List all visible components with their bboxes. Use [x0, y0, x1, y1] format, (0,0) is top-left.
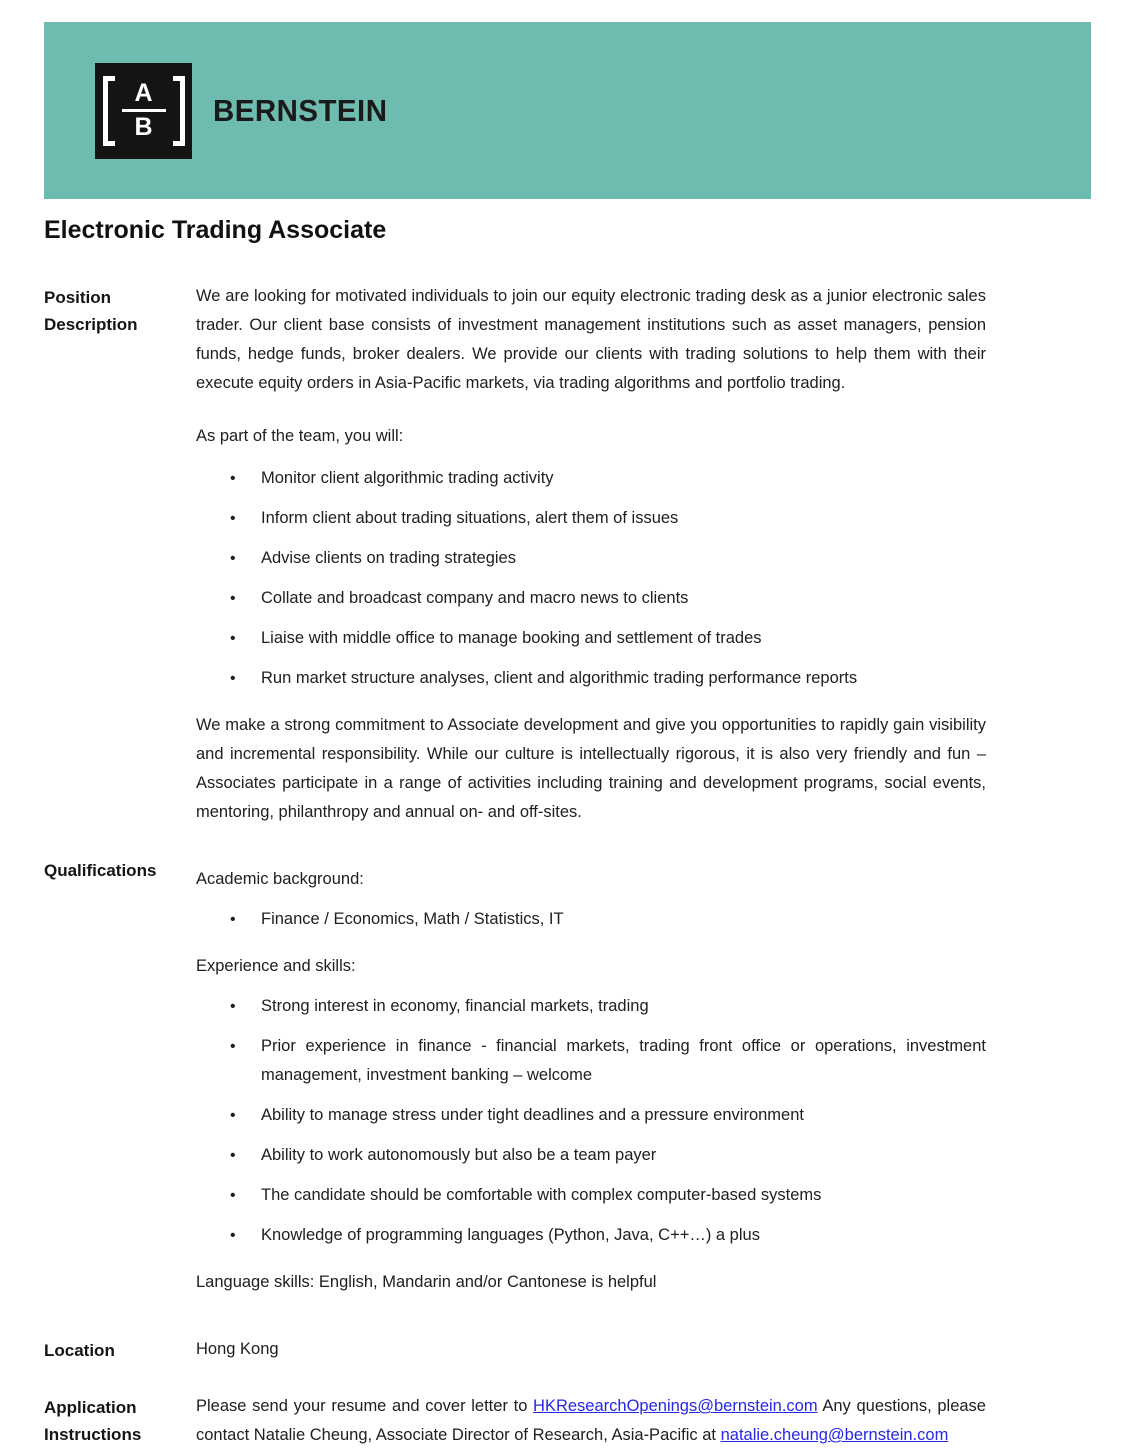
- position-bullet-list: [196, 464, 986, 693]
- bullet-icon: [230, 1221, 261, 1250]
- label-line: Instructions: [44, 1425, 142, 1444]
- application-text: Any questions, please contact Natalie Cheung, Associate Director of Research, Asia-Pacific at: [196, 1397, 986, 1444]
- list-item: • Liaise with middle office to manage booking and settlement of trades: [230, 624, 986, 653]
- list-item: • Strong interest in economy, financial markets, trading: [230, 992, 986, 1021]
- list-item: • Ability to manage stress under tight deadlines and a pressure environment: [230, 1101, 986, 1130]
- location-value: Hong Kong: [196, 1340, 279, 1358]
- application-paragraph: [196, 1392, 986, 1450]
- section-label-location: Location: [44, 1341, 115, 1360]
- experience-heading: Experience and skills:: [196, 957, 356, 975]
- hk-research-openings-email-link[interactable]: HKResearchOpenings@bernstein.com: [533, 1397, 818, 1415]
- bracket-left-icon: [103, 76, 115, 146]
- section-label-application-instructions: [44, 1392, 196, 1448]
- list-item: • Advise clients on trading strategies: [230, 544, 986, 573]
- list-item: • Prior experience in finance - financial markets, trading front office or operations, investment management, investment banking – welcome: [230, 1032, 986, 1090]
- position-closing-paragraph: We make a strong commitment to Associate development and give you opportunities to rapidly gain visibility and incremental responsibility. While our culture is intellectually rigorous, it is also very friendly and fun – Associates participate in a range of activities including training and development programs, social events, mentoring, philanthropy and annual on- and off-sites.: [196, 716, 986, 821]
- brand-name: BERNSTEIN: [213, 92, 388, 128]
- bracket-right-icon: [173, 76, 185, 146]
- section-qualifications: [196, 855, 986, 1335]
- logo-letter-b: B: [134, 113, 153, 141]
- section-label-position-description: [44, 282, 196, 338]
- bullet-icon: [230, 664, 261, 693]
- list-item: • Run market structure analyses, client and algorithmic trading performance reports: [230, 664, 986, 693]
- section-position-description: [196, 282, 986, 855]
- list-item: • Inform client about trading situations, alert them of issues: [230, 504, 986, 533]
- bullet-icon: [230, 584, 261, 613]
- position-intro-paragraph: We are looking for motivated individuals to join our equity electronic trading desk as a junior electronic sales trader. Our client base consists of investment management institutions such as asset managers, pension funds, hedge funds, broker dealers. We provide our clients with trading solutions to help them with their execute equity orders in Asia-Pacific markets, via trading algorithms and portfolio trading.: [196, 287, 986, 392]
- list-item: • Ability to work autonomously but also be a team payer: [230, 1141, 986, 1170]
- list-item: • Collate and broadcast company and macro news to clients: [230, 584, 986, 613]
- list-item: • Finance / Economics, Math / Statistics, IT: [230, 905, 986, 934]
- application-text: Please send your resume and cover letter to: [196, 1397, 534, 1415]
- section-label-qualifications: Qualifications: [44, 861, 157, 880]
- page-title: Electronic Trading Associate: [44, 216, 387, 244]
- bullet-icon: [230, 905, 261, 934]
- brand-banner: [44, 22, 1091, 199]
- section-application-instructions: [196, 1392, 986, 1450]
- logo-letter-a: A: [134, 79, 153, 107]
- ab-logo: [95, 63, 192, 159]
- bullet-icon: [230, 544, 261, 573]
- bullet-icon: [230, 624, 261, 653]
- bullet-icon: [230, 504, 261, 533]
- bullet-icon: [230, 1101, 261, 1130]
- label-line: Description: [44, 315, 138, 334]
- experience-bullet-list: [196, 992, 986, 1250]
- academic-bullet-list: [196, 905, 986, 934]
- section-location: [196, 1335, 986, 1392]
- bullet-icon: [230, 1181, 261, 1210]
- bullet-icon: [230, 1141, 261, 1170]
- bullet-icon: [230, 1032, 261, 1090]
- list-item: • Monitor client algorithmic trading activity: [230, 464, 986, 493]
- language-skills-line: Language skills: English, Mandarin and/or Cantonese is helpful: [196, 1273, 657, 1291]
- document-body: [44, 282, 1125, 1450]
- team-intro-line: As part of the team, you will:: [196, 427, 404, 445]
- ab-logo-letters: [122, 81, 166, 140]
- list-item: • The candidate should be comfortable with complex computer-based systems: [230, 1181, 986, 1210]
- academic-heading: Academic background:: [196, 870, 364, 888]
- label-line: Application: [44, 1398, 137, 1417]
- bullet-icon: [230, 992, 261, 1021]
- bullet-icon: [230, 464, 261, 493]
- logo-divider: [122, 109, 166, 112]
- natalie-cheung-email-link[interactable]: natalie.cheung@bernstein.com: [720, 1426, 949, 1444]
- label-line: Position: [44, 288, 112, 307]
- list-item: • Knowledge of programming languages (Python, Java, C++…) a plus: [230, 1221, 986, 1250]
